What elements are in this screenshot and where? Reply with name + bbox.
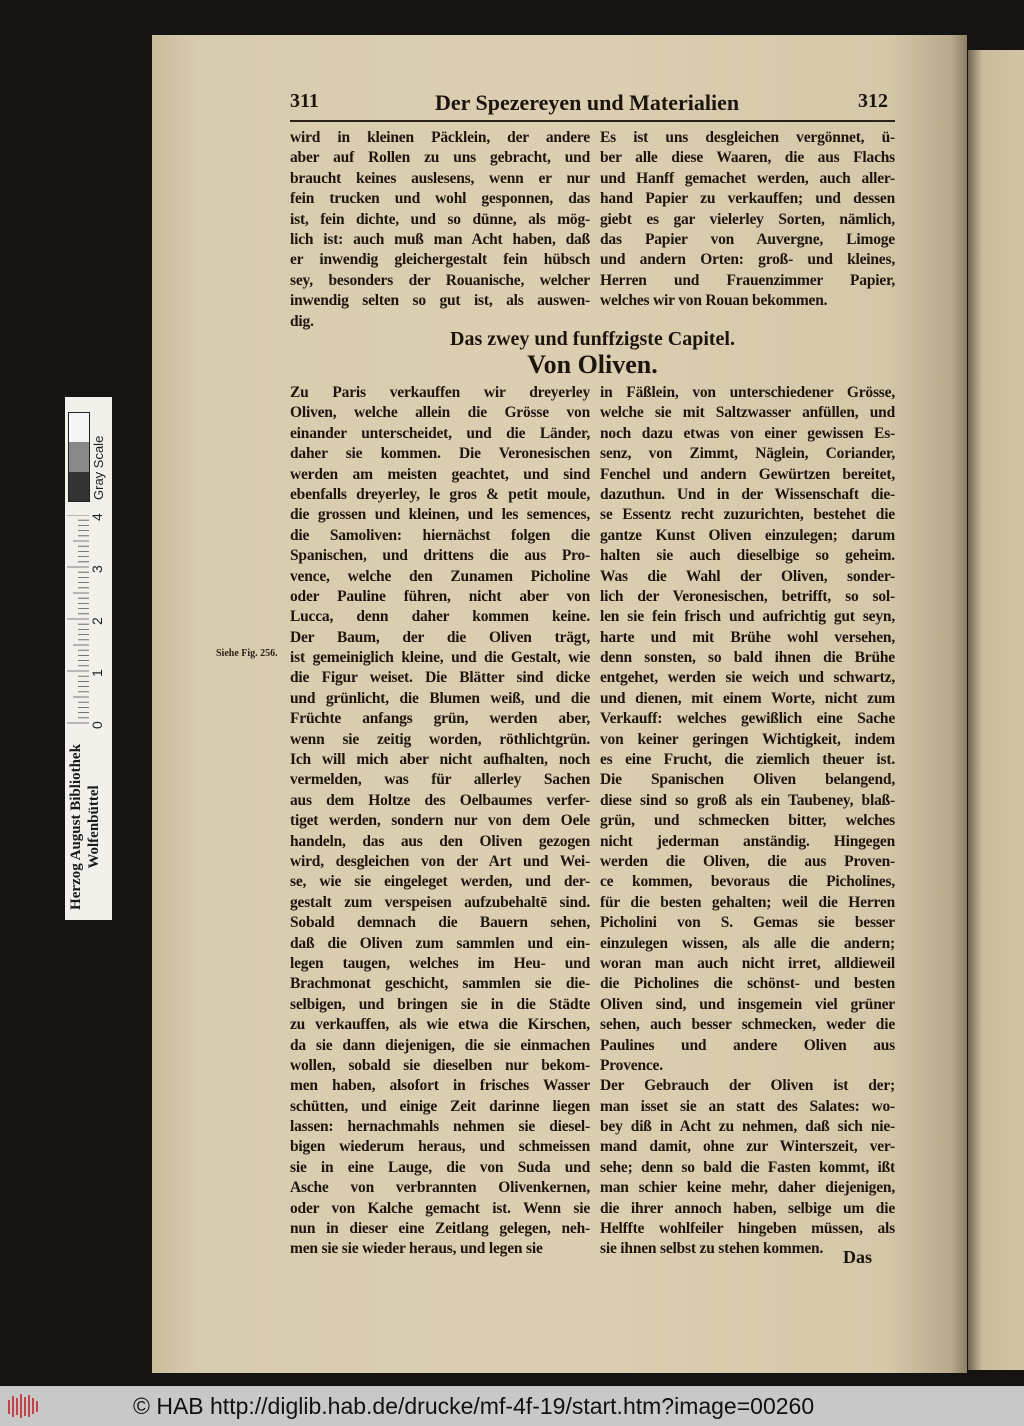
text-line: Oliven sind, und insgemein viel grüner: [600, 995, 895, 1013]
text-line: Ich will mich aber nicht aufhalten, noch: [290, 751, 590, 769]
text-line: Was die Wahl der Oliven, sonder-: [600, 567, 895, 585]
text-line: welche sie mit Saltzwasser anfüllen, und: [600, 404, 895, 422]
text-line: einander unterscheidet, und die Länder,: [290, 424, 590, 442]
right-column: [600, 383, 895, 1260]
text-line: lich ist: auch muß man Acht haben, daß: [290, 230, 590, 248]
text-line: halten sie auch dieselbige so geheim.: [600, 547, 895, 565]
margin-note: Siehe Fig. 256.: [216, 648, 278, 659]
gray-scale-swatch: [68, 412, 90, 502]
text-line: Provence.: [600, 1056, 663, 1074]
text-line: die Figur weiset. Die Blätter sind dicke: [290, 669, 590, 687]
text-line: Verkauff: welches gewißlich eine Sache: [600, 710, 895, 728]
chapter-number: Das zwey und funffzigste Capitel.: [450, 328, 735, 350]
text-line: aus dem Holtze des Oelbaumes verfer-: [290, 791, 590, 809]
text-line: das Papier von Auvergne, Limoge: [600, 230, 895, 248]
gray-scale-label: Gray Scale: [91, 435, 106, 500]
tick-2: 2: [89, 617, 105, 625]
ruler-ticks: [67, 515, 89, 725]
catchword: Das: [843, 1247, 873, 1267]
text-line: grün, und schmecken bitter, welches: [600, 812, 895, 830]
library-line-1: Herzog August Bibliothek: [68, 744, 84, 910]
scale-ruler: [65, 397, 112, 920]
text-line: oder von Kalche gemacht ist. Wenn sie: [290, 1199, 590, 1217]
text-line: ebenfalls dreyerley, le gros & petit moule,: [290, 485, 590, 503]
text-line: mand damit, ohne zur Winterszeit, ver-: [600, 1138, 895, 1156]
text-line: Zu Paris verkauffen wir dreyerley: [290, 384, 590, 401]
text-line: und grünlicht, die Blumen weiß, und die: [290, 689, 590, 707]
text-line: nicht jederman anständig. Hingegen: [600, 832, 895, 850]
text-line: Lucca, denn daher kommen keine.: [290, 608, 590, 626]
text-line: wird in kleinen Päcklein, der andere: [290, 129, 590, 146]
text-line: men haben, alsofort in frisches Wasser: [290, 1077, 590, 1095]
text-line: gantze Kunst Oliven einzulegen; darum: [600, 526, 895, 544]
text-line: selbigen, und bringen sie in die Städte: [290, 995, 590, 1013]
text-line: und dienen, mit einem Worte, nicht zum: [600, 689, 895, 707]
text-line: von keiner geringen Wichtigkeit, indem: [600, 730, 895, 748]
text-line: harte und mit Brühe wohl versehen,: [600, 628, 895, 646]
text-line: Asche von verbrannten Olivenkernen,: [290, 1179, 590, 1197]
text-line: vence, welche den Zunamen Picholine: [290, 567, 590, 585]
text-line: Der Gebrauch der Oliven ist der;: [600, 1077, 895, 1095]
library-name: [67, 742, 103, 912]
text-line: oder Pauline führen, nicht aber von: [290, 587, 590, 605]
hab-logo-icon: [6, 1392, 42, 1420]
text-line: Sobald demnach die Bauern sehen,: [290, 914, 590, 932]
text-line: werden die Oliven, die aus Proven-: [600, 852, 895, 870]
text-line: die grossen und kleinen, und les semences,: [290, 506, 590, 524]
tick-3: 3: [89, 565, 105, 573]
text-line: lassen: hernachmahls nehmen sie diesel-: [290, 1118, 590, 1136]
text-line: diese sind so groß als ein Taubeney, blaß-: [600, 791, 895, 809]
text-line: noch dazu etwas von einer gewissen Es-: [600, 424, 895, 442]
text-line: sey, besonders der Rouanische, welcher: [290, 271, 590, 289]
left-column: [290, 383, 590, 1260]
text-line: Brachmonat geschicht, sammlen sie die-: [290, 975, 590, 993]
text-line: Der Baum, der die Oliven trägt,: [290, 628, 590, 646]
text-line: braucht keines auslesens, wenn er nur: [290, 169, 590, 187]
text-line: fein trucken und wohl gesponnen, das: [290, 190, 590, 208]
text-line: zu verkauffen, als wie etwa die Kirschen,: [290, 1016, 590, 1034]
text-line: daß die Oliven zum sammlen und ein-: [290, 934, 590, 952]
text-line: werden am meisten geachtet, und sind: [290, 465, 590, 483]
text-line: woran man auch nicht irret, alldieweil: [600, 954, 895, 972]
text-line: und Hanff gemachet werden, auch aller-: [600, 169, 895, 187]
text-line: Fenchel und andern Gewürtzen bereitet,: [600, 465, 895, 483]
copyright-url[interactable]: © HAB http://diglib.hab.de/drucke/mf-4f-19/start.htm?image=00260: [133, 1393, 815, 1419]
text-line: die Samoliven: hiernächst folgen die: [290, 526, 590, 544]
text-line: legen taugen, welches im Heu- und: [290, 954, 590, 972]
text-line: men sie sie wieder heraus, und legen sie: [290, 1240, 543, 1258]
text-line: ist gemeiniglich kleine, und die Gestalt, wie: [290, 649, 590, 667]
text-line: es eine Frucht, die ziemlich theuer ist.: [600, 751, 895, 769]
header-rule: [290, 120, 895, 122]
text-line: ce kommen, bevoraus die Picholines,: [600, 873, 895, 891]
text-line: gestalt zum verspeisen aufzubehaltē sind.: [290, 893, 590, 911]
text-line: bey diß in Acht zu nehmen, daß sich nie-: [600, 1118, 895, 1136]
text-line: sehe; denn so bald die Fasten kommt, ißt: [600, 1158, 895, 1176]
text-line: daher sie kommen. Die Veronesischen: [290, 445, 590, 463]
text-line: inwendig selten so gut ist, als auswen-: [290, 292, 590, 310]
top-left-column: [290, 128, 590, 332]
text-line: Die Spanischen Oliven belangend,: [600, 771, 895, 789]
text-line: Picholini von S. Gemas sie besser: [600, 914, 895, 932]
text-line: aber auf Rollen zu uns gebracht, und: [290, 149, 590, 167]
text-line: Es ist uns desgleichen vergönnet, ü-: [600, 129, 895, 146]
text-line: dig.: [290, 312, 314, 330]
text-line: wenn sie zeitig worden, röthlichtgrün.: [290, 730, 590, 748]
text-line: man schier keine mehr, daher diejenigen,: [600, 1179, 895, 1197]
text-line: bigen wiederum heraus, und schmeissen: [290, 1138, 590, 1156]
text-line: nun in dieser eine Zeitlang gelegen, neh-: [290, 1220, 590, 1238]
text-line: die Picholines die schönst- und besten: [600, 975, 895, 993]
text-line: Spanischen, und drittens die aus Pro-: [290, 547, 590, 565]
text-line: einzulegen wissen, als alle die andern;: [600, 934, 895, 952]
text-line: in Fäßlein, von unterschiedener Grösse,: [600, 384, 895, 401]
text-line: für die besten gehalten; weil die Herren: [600, 893, 895, 911]
tick-1: 1: [89, 669, 105, 677]
text-line: se Essentz recht zuzurichten, bestehet die: [600, 506, 895, 524]
text-line: sehen, auch besser schmecken, weder die: [600, 1016, 895, 1034]
facing-page-edge: [968, 50, 1024, 1370]
text-line: senz, von Zimmt, Näglein, Coriander,: [600, 445, 895, 463]
text-line: schütten, und einige Zeit darinne liegen: [290, 1097, 590, 1115]
text-line: Herren und Frauenzimmer Papier,: [600, 271, 895, 289]
text-line: vermelden, was für allerley Sachen: [290, 771, 590, 789]
text-line: hand Papier zu verkauffen; und dessen: [600, 190, 895, 208]
text-line: ber alle diese Waaren, die aus Flachs: [600, 149, 895, 167]
text-line: dazuthun. Und in der Wissenschaft die-: [600, 485, 895, 503]
text-line: Helffte wohlfeiler hingeben müssen, als: [600, 1220, 895, 1238]
text-line: giebt es gar vielerley Sorten, nämlich,: [600, 210, 895, 228]
text-line: lich der Veronesischen, betrifft, so sol-: [600, 587, 895, 605]
tick-4: 4: [89, 513, 105, 521]
page-number-right: 312: [858, 90, 888, 112]
text-line: und andern Orten: groß- und kleines,: [600, 251, 895, 269]
text-line: wollen, sobald sie dieselben nur bekom-: [290, 1056, 590, 1074]
library-line-2: Wolfenbüttel: [86, 785, 102, 869]
text-line: Oliven, welche allein die Grösse von: [290, 404, 590, 422]
chapter-title: Von Oliven.: [527, 350, 658, 379]
text-line: welches wir von Rouan bekommen.: [600, 292, 828, 310]
text-line: wird, desgleichen von der Art und Wei-: [290, 852, 590, 870]
running-title: Der Spezereyen und Materialien: [435, 90, 740, 115]
text-line: Paulines und andere Oliven aus: [600, 1036, 895, 1054]
text-line: tiget werden, sondern nur von dem Oele: [290, 812, 590, 830]
text-line: er inwendig gleichergestalt fein hübsch: [290, 251, 590, 269]
text-line: man isset sie an statt des Salates: wo-: [600, 1097, 895, 1115]
text-line: die ihrer annoch haben, selbige um die: [600, 1199, 895, 1217]
page-number-left: 311: [290, 90, 319, 112]
text-line: da sie dann diejenigen, die sie einmachen: [290, 1036, 590, 1054]
text-line: len sie fein frisch und aufrichtig gut seyn,: [600, 608, 895, 626]
text-line: Früchte anfangs grün, werden aber,: [290, 710, 590, 728]
footer-bar: [0, 1386, 1024, 1426]
text-line: denn sonsten, so bald ihnen die Brühe: [600, 649, 895, 667]
top-right-column: [600, 128, 895, 312]
text-line: sie ihnen selbst zu stehen kommen.: [600, 1240, 824, 1258]
text-line: ist, fein dichte, und so dünne, als mög-: [290, 210, 590, 228]
text-line: sie in eine Lauge, die von Suda und: [290, 1158, 590, 1176]
text-line: se, wie sie eingeleget werden, und der-: [290, 873, 590, 891]
text-line: entgehet, werden sie weich und schwartz,: [600, 669, 895, 687]
text-line: handeln, das aus den Oliven gezogen: [290, 832, 590, 850]
tick-0: 0: [89, 721, 105, 729]
